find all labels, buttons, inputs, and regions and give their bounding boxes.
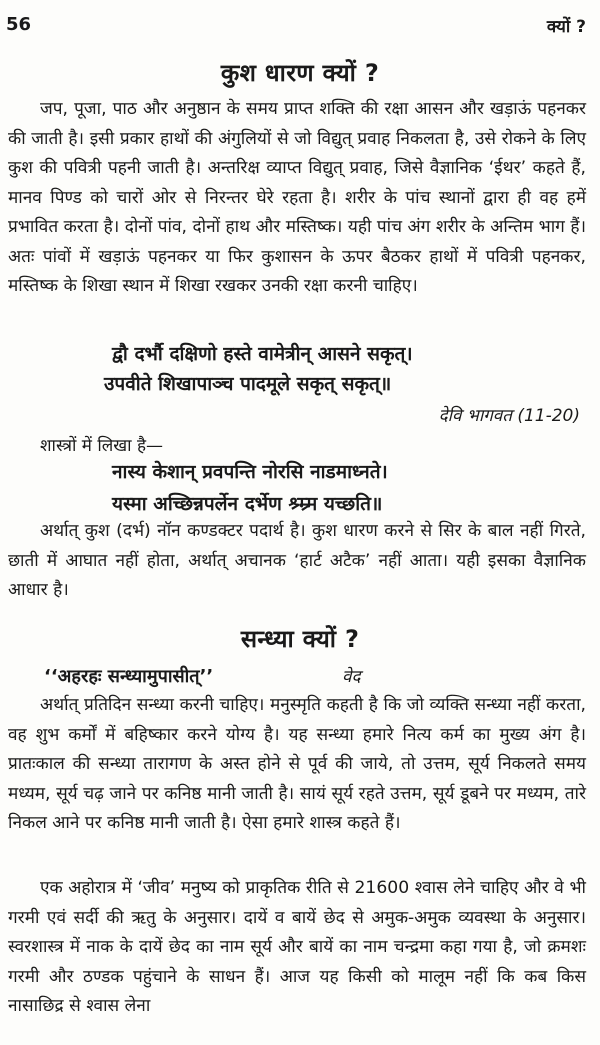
verse-2-line-2: यस्मा अच्छिन्नपर्लेन दर्भेण श्र्म्र्म यच्छति॥ [112,493,383,515]
running-head: क्यों ? [546,17,586,37]
verse-1-line-2: उपवीते शिखापाञ्च पादमूले सकृत् सकृत्॥ [104,373,392,395]
section-title-kush: कुश धारण क्यों ? [220,59,380,87]
kush-paragraph-1: जप, पूजा, पाठ और अनुष्ठान के समय प्राप्त शक्ति की रक्षा आसन और खड़ाऊं पहनकर की जाती है। इसी प्रकार हाथों की अंगुलियों से जो विद्युत् प्रवाह निकलता है, उसे रोकने के लिए कुश की पवित्री पहनी जाती है। अन्तरिक्ष व्याप्त विद्युत् प्रवाह, जिसे वैज्ञानिक ‘ईथर’ कहते हैं, मानव पिण्ड को चारों ओर से निरन्तर घेरे रहता है। शरीर के पांच स्थानों द्वारा ही वह हमें प्रभावित करता है। दोनों पांव, दोनों हाथ और मस्तिष्क। यही पांच अंग शरीर के अन्तिम भाग हैं। अतः पांवों में खड़ाऊं पहनकर या फिर कुशासन के ऊपर बैठकर हाथों में पवित्री पहनकर, मस्तिष्क के शिखा स्थान में शिखा रखकर उनकी रक्षा करनी चाहिए। [8,99,586,296]
page-header [6,14,586,44]
section-title-sandhya: सन्ध्या क्यों ? [240,625,360,653]
shastra-intro: शास्त्रों में लिखा है— [40,436,164,456]
verse-1-line-1: द्वौ दर्भौ दक्षिणो हस्ते वामेत्रीन् आसने सकृत्। [112,343,413,365]
veda-quote-source: वेद [342,667,361,687]
verse-1-source: देवि भागवत (11-20) [438,406,580,426]
kush-paragraph-2: अर्थात् कुश (दर्भ) नॉन कण्डक्टर पदार्थ है। कुश धारण करने से सिर के बाल नहीं गिरते, छाती में आघात नहीं होता, अर्थात् अचानक ‘हार्ट अटैक’ नहीं आता। यही इसका वैज्ञानिक आधार है। [8,521,586,600]
verse-2-line-1: नास्य केशान् प्रवपन्ति नोरसि नाडमाध्नते। [112,461,388,483]
veda-quote: ‘‘अहरहः सन्ध्यामुपासीत्’’ [44,666,214,687]
page-number: 56 [6,14,32,35]
sandhya-paragraph-2: एक अहोरात्र में ‘जीव’ मनुष्य को प्राकृतिक रीति से 21600 श्वास लेने चाहिए और वे भी गरमी एवं सर्दी की ऋतु के अनुसार। दायें व बायें छेद से अमुक-अमुक व्यवस्था के अनुसार। स्वरशास्त्र में नाक के दायें छेद का नाम सूर्य और बायें का नाम चन्द्रमा कहा गया है, जो क्रमशः गरमी और ठण्डक पहुंचाने के साधन हैं। आज यह किसी को मालूम नहीं कि कब किस नासाछिद्र से श्वास लेना [8,878,586,1016]
sandhya-paragraph-1: अर्थात् प्रतिदिन सन्ध्या करनी चाहिए। मनुस्मृति कहती है कि जो व्यक्ति सन्ध्या नहीं करता, वह शुभ कर्मों में बहिष्कार करने योग्य है। यह सन्ध्या हमारे नित्य कर्म का मुख्य अंग है। प्रातःकाल की सन्ध्या तारागण के अस्त होने से पूर्व की जाये, तो उत्तम, सूर्य निकलते समय मध्यम, सूर्य चढ़ जाने पर कनिष्ठ मानी जाती है। सायं सूर्य रहते उत्तम, सूर्य डूबने पर मध्यम, तारे निकल आने पर कनिष्ठ मानी जाती है। ऐसा हमारे शास्त्र कहते हैं। [8,695,586,833]
